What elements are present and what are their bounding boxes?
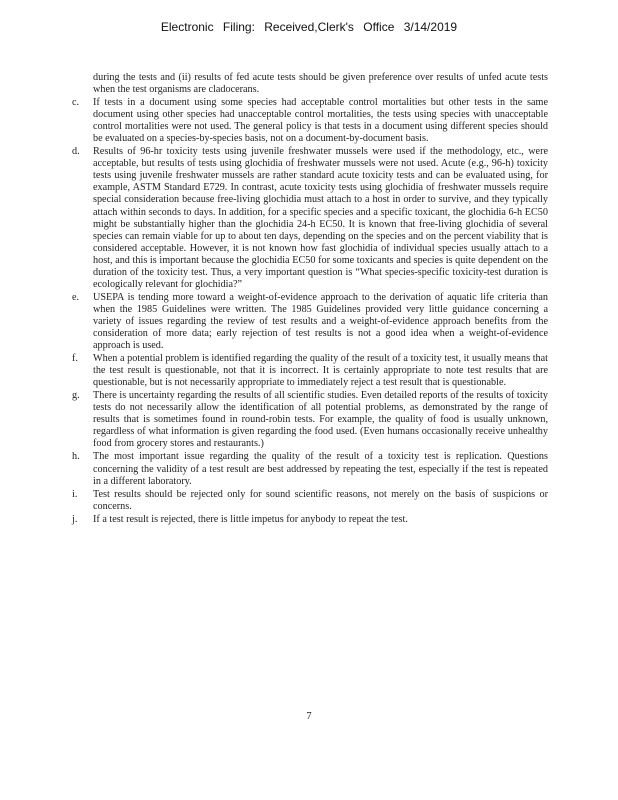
continuation-paragraph: during the tests and (ii) results of fed acute tests should be given preference over results of unfed acute tests when the test organisms are cladocerans. bbox=[93, 72, 548, 96]
list-item-text: When a potential problem is identified regarding the quality of the result of a toxicity test, it usually means that the test result is questionable, not that it is incorrect. It is certainly appropriate to note test results that are questionable, but is not necessarily appropriate to immediately reject a test result that is questionable. bbox=[93, 353, 548, 389]
list-item-j bbox=[72, 514, 548, 526]
list-item-text: If a test result is rejected, there is little impetus for anybody to repeat the test. bbox=[93, 513, 408, 525]
document-body bbox=[72, 72, 548, 527]
list-item-f bbox=[72, 353, 548, 389]
list-marker: g. bbox=[72, 390, 80, 402]
list-item-text: The most important issue regarding the quality of the result of a toxicity test is replication. Questions concerning the validity of a test result are best addressed by repeating the test, especially if the test is repeated in a different laboratory. bbox=[93, 451, 548, 487]
list-item-g bbox=[72, 390, 548, 450]
list-item-i bbox=[72, 489, 548, 513]
list-item-text: Test results should be rejected only for sound scientific reasons, not merely on the basis of suspicions or concerns. bbox=[93, 488, 548, 512]
list-item-text: USEPA is tending more toward a weight-of-evidence approach to the derivation of aquatic life criteria than when the 1985 Guidelines were written. The 1985 Guidelines provided very little guidance concerning a variety of issues regarding the review of test results and a weight-of-evidence approach benefits from the consideration of more data; early rejection of test results is not a good idea when a weight-of-evidence approach is used. bbox=[93, 291, 548, 352]
list-marker: f. bbox=[72, 353, 78, 365]
list-marker: c. bbox=[72, 97, 80, 109]
list-marker: d. bbox=[72, 146, 80, 158]
list-marker: j. bbox=[72, 513, 78, 525]
list-marker: e. bbox=[72, 291, 80, 303]
list-marker: h. bbox=[72, 451, 80, 463]
page-number: 7 bbox=[306, 711, 312, 722]
list-marker: i. bbox=[72, 488, 78, 500]
filing-header: Electronic Filing: Received,Clerk's Office 3/14/2019 bbox=[160, 20, 458, 34]
list-item-h bbox=[72, 451, 548, 487]
list-item-text: Results of 96-hr toxicity tests using juvenile freshwater mussels were used if the methodology, etc., were acceptable, but results of tests using glochidia of freshwater mussels were not used. Acute (e.g., 96-h) toxicity tests using juvenile freshwater mussels are rather standard acute toxicity tests and can be evaluated using, for example, ASTM Standard E729. In contrast, acute toxicity tests using glochidia of freshwater mussels require special consideration because free-living glochidia must attach to a host in order to survive, and they typically attach within seconds to days. In addition, for a specific species and a specific toxicant, the glochidia 6-h EC50 might be substantially higher than the glochidia 24-h EC50. It is known that free-living glochidia of several species can remain viable for up to about ten days, depending on the species and on the percent viability that is considered acceptable. However, it is not known how fast glochidia of individual species usually attach to a host, and this is important because the glochidia EC50 for some toxicants and species is quite dependent on the duration of the toxicity test. Thus, a very important question is “What species-specific toxicity-test duration is ecologically relevant for glochidia?” bbox=[93, 146, 548, 290]
list-item-c bbox=[72, 97, 548, 145]
list-item-e bbox=[72, 292, 548, 352]
list-item-text: There is uncertainty regarding the results of all scientific studies. Even detailed reports of the results of toxicity tests do not necessarily allow the identification of all potential problems, as demonstrated by the range of results that is sometimes found in round-robin tests. For example, the quality of food is usually unknown, regardless of what information is given regarding the food used. (Even humans occasionally receive unhealthy food from grocery stores and restaurants.) bbox=[93, 390, 548, 450]
list-item-text: If tests in a document using some species had acceptable control mortalities but other tests in the same document using other species had unacceptable control mortalities, the tests using species with unacceptable control mortalities were not used. The general policy is that tests in a document using different species should be evaluated on a species-by-species basis, not on a document-by-document basis. bbox=[93, 97, 548, 145]
list-item-d bbox=[72, 146, 548, 291]
